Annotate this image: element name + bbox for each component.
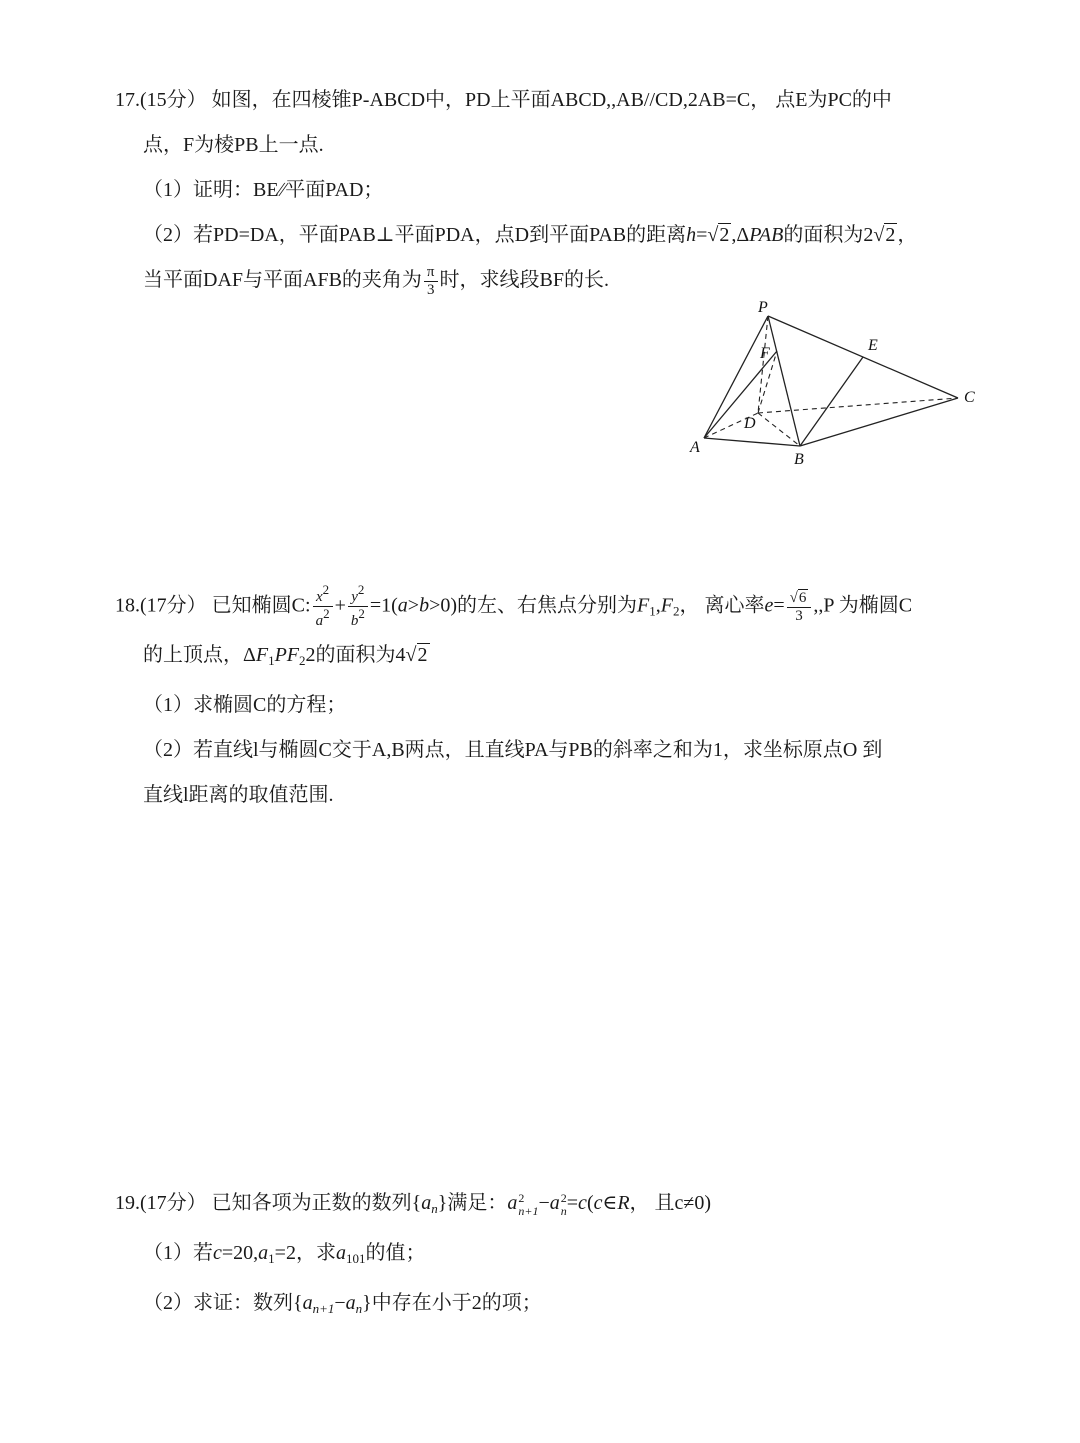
edge-PB <box>768 316 800 446</box>
text-line: 18.(17分） 已知椭圆C: $\frac{x2}{a2}$ + $\frac{y2}{b2}$ =1(a>b>0)的左、右焦点分别为$F_1,F_2$， 离心率e= √ $\frac{6}{3}$ ,,P 为椭圆C <box>115 583 1020 633</box>
text-line: （2）若直线l与椭圆C交于A,B两点，且直线PA与PB的斜率之和为1，求坐标原点O 到 <box>143 739 883 762</box>
pyramid-figure <box>688 298 990 476</box>
edge-BC <box>800 398 958 446</box>
edge-AB <box>704 438 800 446</box>
text-line: 当平面DAF与平面AFB的夹角为 $\frac{\pi}{3}$ 时，求线段BF的长. <box>143 263 609 298</box>
edge-DC <box>758 398 958 413</box>
text-line: 19.(17分） 已知各项为正数的数列$\{a_n\}$满足：a 2 n+1 −a 2 n =c(c∈R， 且c≠0) <box>115 1190 712 1218</box>
problem-18 <box>115 583 1020 818</box>
text-line: （2）求证：数列$\{a_{n+1}-a_n\}$中存在小于2的项； <box>143 1292 542 1316</box>
text-line: （1）若$c=20,a_1=2$，求$a_{101}$的值； <box>143 1242 426 1266</box>
vertex-label-E: E <box>868 337 878 354</box>
text-line: （1）证明：BE∕∕平面PAD； <box>143 179 384 201</box>
text-line: （2）若PD=DA，平面PAB⊥平面PDA，点D到平面PAB的距离h= √ 2 ,ΔPAB的面积为2 √ 2 ， <box>115 213 1020 258</box>
vertex-label-D: D <box>744 415 756 432</box>
vertex-label-P: P <box>758 299 768 316</box>
vertex-label-B: B <box>794 451 804 468</box>
text-line: （1）求椭圆C的方程； <box>143 694 347 717</box>
vertex-label-A: A <box>690 439 700 456</box>
problem-17 <box>115 78 1020 303</box>
edge-PA <box>704 316 768 438</box>
figure-17 <box>688 298 990 476</box>
vertex-label-C: C <box>964 389 975 406</box>
edge-AF <box>704 351 777 438</box>
problem-19 <box>115 1181 1020 1331</box>
text-line: 点，F为棱PB上一点. <box>143 134 324 156</box>
text-line: 17.(15分） 如图，在四棱锥P-ABCD中，PD上平面ABCD,,AB//CD,2AB=C， 点E为PC的中 <box>115 89 892 111</box>
vertex-label-F: F <box>760 345 770 362</box>
edge-BE <box>800 357 863 446</box>
text-line: 的上顶点，$\Delta F_1PF_22$的面积为4 √ 2 <box>115 633 1020 683</box>
text-line: 直线l距离的取值范围. <box>143 784 334 807</box>
